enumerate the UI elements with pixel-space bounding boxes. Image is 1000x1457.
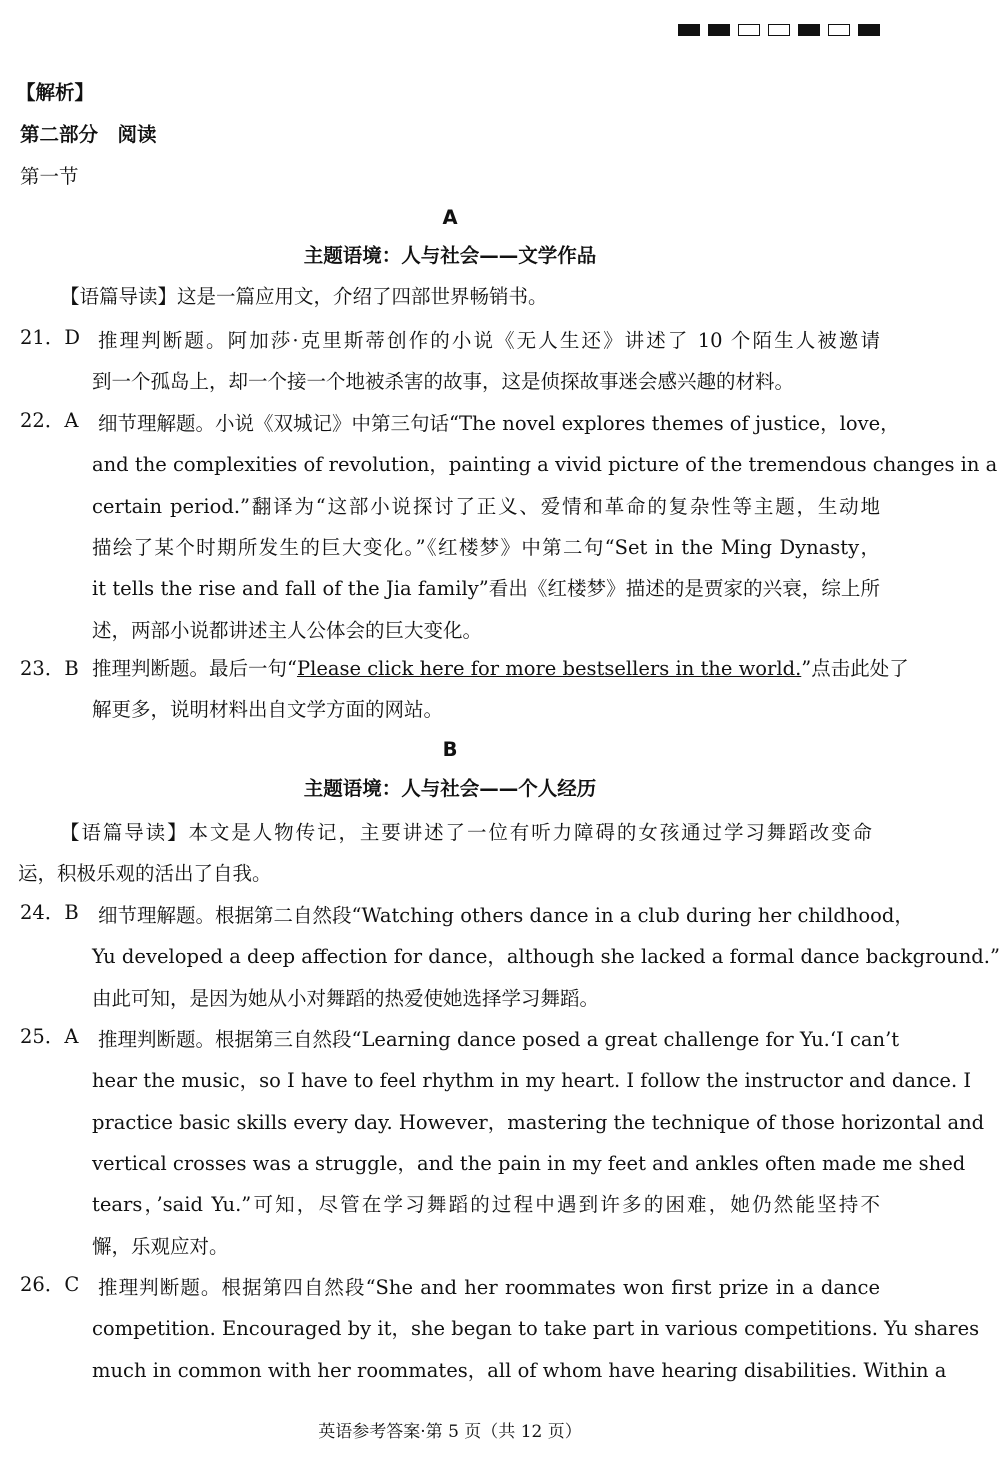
section-title: 第一节: [20, 165, 79, 188]
header-mark: [828, 24, 850, 36]
answer-line: vertical crosses was a struggle，and the pain in my feet and ankles often made me shed: [92, 1152, 966, 1175]
answer-line: 推理判断题。根据第三自然段“Learning dance posed a great challenge for Yu.‘I can’t: [98, 1028, 900, 1051]
page-footer: 英语参考答案·第 5 页（共 12 页）: [318, 1422, 582, 1442]
header-mark: [798, 24, 820, 36]
answer-line: and the complexities of revolution，painting a vivid picture of the tremendous changes in a: [92, 453, 998, 476]
answer-text: 推理判断题。最后一句“: [92, 657, 297, 680]
answer-line: 推理判断题。阿加莎·克里斯蒂创作的小说《无人生还》讲述了 10 个陌生人被邀请: [98, 329, 880, 352]
header-marks: [678, 24, 880, 36]
answer-line: 到一个孤岛上，却一个接一个地被杀害的故事，这是侦探故事迷会感兴趣的材料。: [92, 370, 795, 393]
question-22-number: 22．A: [20, 409, 79, 432]
question-23-number: 23．B: [20, 657, 79, 680]
section-label: 【解析】: [16, 81, 95, 104]
question-26-number: 26．C: [20, 1273, 80, 1296]
passage-b-letter: B: [442, 738, 458, 761]
header-mark: [858, 24, 880, 36]
question-21-number: 21．D: [20, 326, 80, 349]
answer-text: ”点击此处了: [801, 657, 909, 680]
answer-line: 懈，乐观应对。: [92, 1235, 229, 1258]
header-mark: [678, 24, 700, 36]
answer-line: hear the music，so I have to feel rhythm in my heart. I follow the instructor and dance. I: [92, 1069, 972, 1092]
intro-line: 运，积极乐观的活出了自我。: [18, 862, 272, 885]
header-mark: [708, 24, 730, 36]
answer-line: certain period.”翻译为“这部小说探讨了正义、爱情和革命的复杂性等主题，生动地: [92, 495, 880, 518]
passage-a-theme: 主题语境：人与社会——文学作品: [303, 244, 597, 267]
question-24-number: 24．B: [20, 901, 79, 924]
intro-line: 【语篇导读】本文是人物传记，主要讲述了一位有听力障碍的女孩通过学习舞蹈改变命: [60, 821, 872, 844]
answer-line: 细节理解题。小说《双城记》中第三句话“The novel explores themes of justice，love，: [98, 412, 900, 435]
passage-a-intro: 【语篇导读】这是一篇应用文，介绍了四部世界畅销书。: [60, 285, 548, 308]
answer-line: much in common with her roommates，all of whom have hearing disabilities. Within a: [92, 1359, 947, 1382]
question-23-line1: [92, 656, 909, 682]
answer-line: Yu developed a deep affection for dance，although she lacked a formal dance background.”: [92, 945, 1000, 968]
answer-line: 推理判断题。根据第四自然段“She and her roommates won first prize in a dance: [98, 1276, 880, 1299]
answer-line: 由此可知，是因为她从小对舞蹈的热爱使她选择学习舞蹈。: [92, 987, 600, 1010]
answer-line: 描绘了某个时期所发生的巨大变化。”《红楼梦》中第二句“Set in the Ming Dynasty，: [92, 536, 880, 559]
bestsellers-link-quote: Please click here for more bestsellers in the world.: [296, 657, 802, 680]
passage-b-theme: 主题语境：人与社会——个人经历: [303, 777, 597, 800]
question-23-line2: 解更多，说明材料出自文学方面的网站。: [92, 698, 444, 721]
answer-line: practice basic skills every day. However，mastering the technique of those horizontal and: [92, 1111, 985, 1134]
part-title: 第二部分 阅读: [20, 123, 157, 146]
header-mark: [768, 24, 790, 36]
answer-line: 述，两部小说都讲述主人公体会的巨大变化。: [92, 619, 483, 642]
passage-a-letter: A: [442, 206, 458, 229]
answer-line: 细节理解题。根据第二自然段“Watching others dance in a club during her childhood，: [98, 904, 914, 927]
question-25-number: 25．A: [20, 1025, 79, 1048]
answer-line: it tells the rise and fall of the Jia family”看出《红楼梦》描述的是贾家的兴衰，综上所: [92, 577, 880, 600]
answer-line: competition. Encouraged by it，she began to take part in various competitions. Yu shares: [92, 1317, 980, 1340]
header-mark: [738, 24, 760, 36]
answer-line: tears，’said Yu.”可知，尽管在学习舞蹈的过程中遇到许多的困难，她仍然能坚持不: [92, 1193, 880, 1216]
